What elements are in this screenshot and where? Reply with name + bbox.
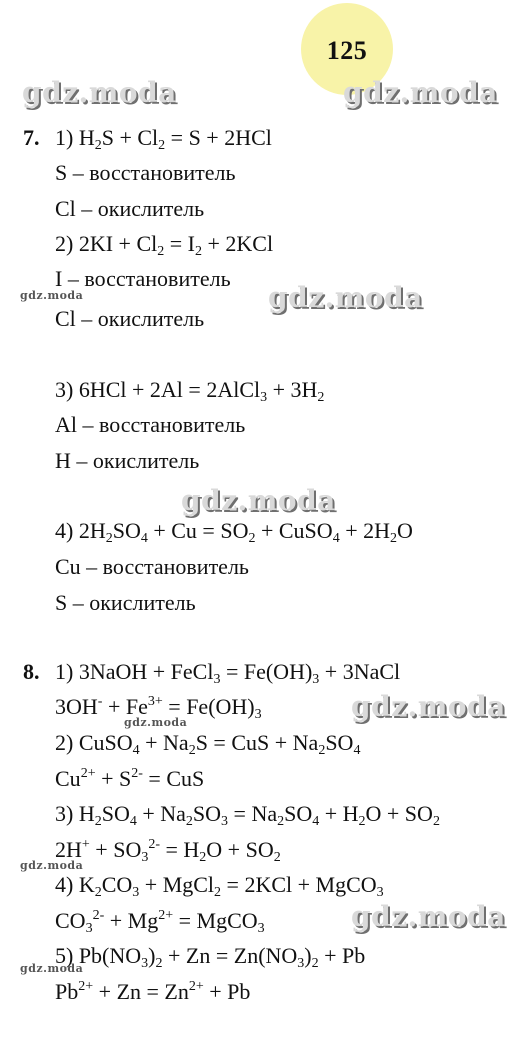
watermark: gdz.moda [20, 962, 84, 975]
ionic-equation-line: $Cu^{2+} + S^{2-}$ = CuS [55, 766, 205, 791]
watermark: gdz.moda [181, 484, 336, 517]
watermark: gdz.moda [343, 76, 498, 109]
ionic-equation-line: $2H^+ + SO_3^{2-} = H_2O + SO_2$ [55, 837, 281, 865]
page-number: 125 [326, 36, 368, 65]
text-line: Al – восстановитель [55, 412, 246, 437]
equation-line: 2) $2KI + Cl_2 = I_2 + 2KCl$ [55, 231, 274, 259]
equation-line: 4) $K_2CO_3$ + MgCl$_2$ = 2KCl + MgCO$_3$ [55, 872, 384, 900]
equation-line: 5) $Pb(NO_3)_2 + Zn = Zn(NO_3)_2 + Pb$ [55, 943, 366, 971]
equation-line: 3) $H_2SO_4 + Na_2SO_3 = Na_2SO_4 + H_2O + SO_2$ [55, 801, 440, 829]
text-line: S – окислитель [55, 590, 196, 615]
watermark: gdz.moda [20, 289, 84, 302]
text-line: H – окислитель [55, 448, 200, 473]
watermark: gdz.moda [124, 716, 188, 729]
text-line: Cl – окислитель [55, 196, 205, 221]
equation-line: 4) $2H_2SO_4 + Cu = SO_2$ + CuSO$_4$ + $2H_2O$ [55, 518, 413, 546]
watermark: gdz.moda [20, 859, 84, 872]
equation-line: 1) 3NaOH + FeCl$_3$ = $Fe(OH)_3$ + 3NaCl [55, 659, 401, 687]
equation-line: 1) $H_2S + Cl_2 = S + 2HCl$ [55, 125, 272, 153]
text-line: Cu – восстановитель [55, 554, 249, 579]
text-line: Cl – окислитель [55, 306, 205, 331]
task-number: 8. [23, 659, 40, 684]
watermark: gdz.moda [351, 690, 506, 723]
task-number: 7. [23, 125, 40, 150]
watermark: gdz.moda [351, 900, 506, 933]
equation-line: 2) CuSO$_4$ + $Na_2S$ = CuS + $Na_2SO_4$ [55, 730, 361, 758]
text-line: I – восстановитель [55, 266, 231, 291]
ionic-equation-line: $3OH^- + Fe^{3+} = Fe(OH)_3$ [55, 694, 262, 722]
watermark: gdz.moda [22, 76, 177, 109]
ionic-equation-line: $CO_3^{2-} + Mg^{2+}$ = MgCO$_3$ [55, 908, 265, 936]
ionic-equation-line: $Pb^{2+} + Zn = Zn^{2+} + Pb$ [55, 979, 251, 1004]
text-line: S – восстановитель [55, 160, 236, 185]
watermark: gdz.moda [268, 281, 423, 314]
equation-line: 3) 6HCl + 2Al = 2AlCl$_3$ + $3H_2$ [55, 377, 325, 405]
